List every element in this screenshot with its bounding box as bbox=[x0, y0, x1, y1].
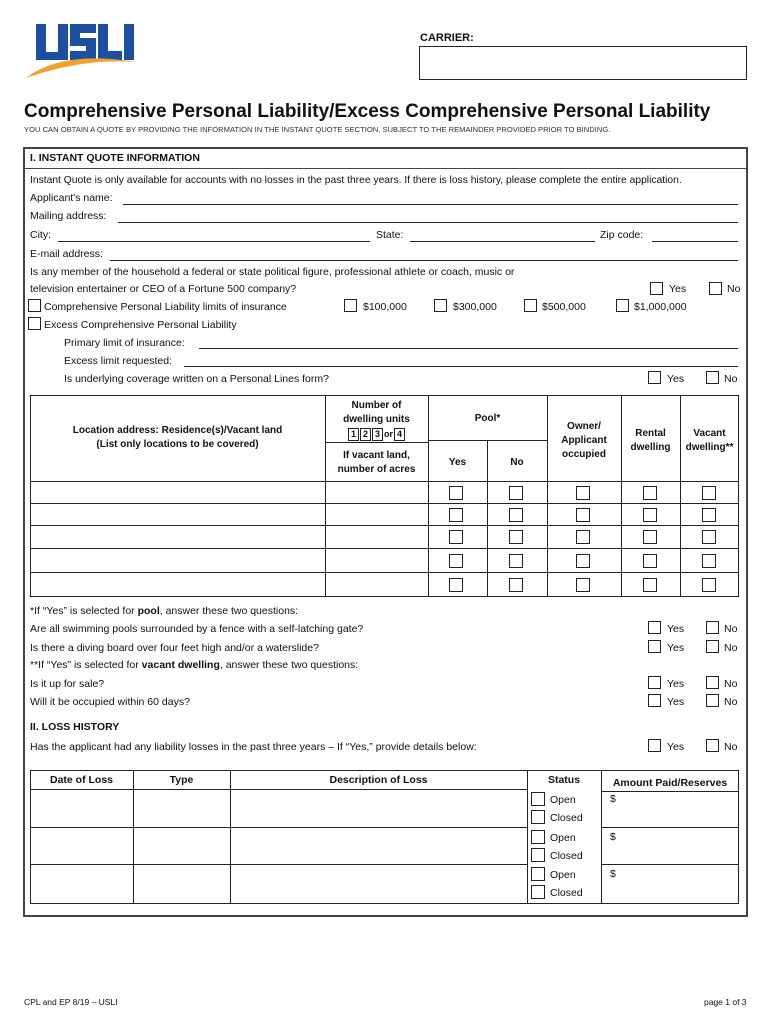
location-address-field[interactable] bbox=[32, 551, 322, 569]
status-open-checkbox[interactable] bbox=[531, 867, 545, 881]
status-closed-label: Closed bbox=[550, 887, 583, 899]
rental-checkbox[interactable] bbox=[643, 508, 657, 522]
loss-no-label: No bbox=[724, 741, 738, 753]
occupied-question: Will it be occupied within 60 days? bbox=[30, 696, 190, 708]
unit-option-3[interactable]: 3 bbox=[372, 428, 383, 441]
pool-yes-checkbox[interactable] bbox=[449, 554, 463, 568]
limit-500k-checkbox[interactable] bbox=[524, 299, 537, 312]
owner-checkbox[interactable] bbox=[576, 486, 590, 500]
col-acres-header: If vacant land, number of acres bbox=[337, 450, 416, 475]
applicant-name-field[interactable] bbox=[123, 204, 738, 205]
rental-checkbox[interactable] bbox=[643, 554, 657, 568]
vacant-checkbox[interactable] bbox=[702, 578, 716, 592]
pool-intro: *If “Yes” is selected for pool, answer these two questions: bbox=[30, 605, 299, 617]
amount-dollar: $ bbox=[610, 793, 616, 805]
sale-no-label: No bbox=[724, 678, 738, 690]
vacant-checkbox[interactable] bbox=[702, 554, 716, 568]
occupied-no-label: No bbox=[724, 696, 738, 708]
mailing-address-field[interactable] bbox=[118, 222, 738, 223]
owner-checkbox[interactable] bbox=[576, 508, 590, 522]
col-vacant-header: Vacant dwelling** bbox=[685, 428, 734, 453]
fence-yes-label: Yes bbox=[667, 623, 685, 635]
amount-dollar: $ bbox=[610, 831, 616, 843]
vacant-intro: **If “Yes” is selected for vacant dwelling, answer these two questions: bbox=[30, 659, 359, 671]
status-closed-label: Closed bbox=[550, 812, 583, 824]
pool-no-checkbox[interactable] bbox=[509, 578, 523, 592]
col-type-header: Type bbox=[169, 774, 194, 786]
pool-no-checkbox[interactable] bbox=[509, 508, 523, 522]
occupied-yes-checkbox[interactable] bbox=[648, 694, 661, 707]
status-open-label: Open bbox=[550, 794, 576, 806]
owner-checkbox[interactable] bbox=[576, 554, 590, 568]
underlying-yes-checkbox[interactable] bbox=[648, 371, 661, 384]
status-open-checkbox[interactable] bbox=[531, 830, 545, 844]
occupied-no-checkbox[interactable] bbox=[706, 694, 719, 707]
col-pool-no-header: No bbox=[510, 457, 524, 468]
loss-question: Has the applicant had any liability losses in the past three years – If “Yes,” provide details below: bbox=[30, 741, 477, 753]
dwelling-units-field[interactable] bbox=[327, 551, 426, 569]
location-address-field[interactable] bbox=[32, 483, 322, 501]
household-question-line2: television entertainer or CEO of a Fortune 500 company? bbox=[30, 283, 297, 295]
diving-no-label: No bbox=[724, 642, 738, 654]
sale-yes-label: Yes bbox=[667, 678, 685, 690]
diving-question: Is there a diving board over four feet high and/or a waterslide? bbox=[30, 642, 319, 654]
fence-no-checkbox[interactable] bbox=[706, 621, 719, 634]
zip-field[interactable] bbox=[652, 241, 738, 242]
limit-300k-checkbox[interactable] bbox=[434, 299, 447, 312]
rental-checkbox[interactable] bbox=[643, 530, 657, 544]
status-closed-label: Closed bbox=[550, 850, 583, 862]
col-pool-header: Pool* bbox=[474, 413, 501, 424]
pool-no-checkbox[interactable] bbox=[509, 554, 523, 568]
owner-checkbox[interactable] bbox=[576, 578, 590, 592]
sale-question: Is it up for sale? bbox=[30, 678, 105, 690]
zip-label: Zip code: bbox=[600, 229, 644, 241]
col-date-header: Date of Loss bbox=[49, 774, 113, 786]
status-closed-checkbox[interactable] bbox=[531, 848, 545, 862]
status-open-checkbox[interactable] bbox=[531, 792, 545, 806]
pool-yes-checkbox[interactable] bbox=[449, 530, 463, 544]
occupied-yes-label: Yes bbox=[667, 696, 685, 708]
page-subtitle: YOU CAN OBTAIN A QUOTE BY PROVIDING THE INFORMATION IN THE INSTANT QUOTE SECTION, SUBJECT TO THE REMAINDER PROVIDED PRIOR TO BINDING. bbox=[24, 125, 611, 134]
excess-label: Excess Comprehensive Personal Liability bbox=[44, 319, 237, 331]
state-field[interactable] bbox=[410, 241, 595, 242]
household-no-label: No bbox=[727, 283, 741, 295]
fence-no-label: No bbox=[724, 623, 738, 635]
fence-question: Are all swimming pools surrounded by a fence with a self-latching gate? bbox=[30, 623, 364, 635]
cpl-label: Comprehensive Personal Liability limits of insurance bbox=[44, 301, 287, 313]
dwelling-units-field[interactable] bbox=[327, 505, 426, 523]
email-label: E-mail address: bbox=[30, 248, 103, 260]
vacant-checkbox[interactable] bbox=[702, 530, 716, 544]
section2-heading: II. LOSS HISTORY bbox=[30, 721, 120, 733]
form-id: CPL and EP 8/19 – USLI bbox=[24, 997, 118, 1007]
pool-yes-checkbox[interactable] bbox=[449, 578, 463, 592]
city-label: City: bbox=[30, 229, 51, 241]
location-address-field[interactable] bbox=[32, 527, 322, 545]
col-amount-header: Amount Paid/Reserves bbox=[612, 777, 728, 789]
loss-no-checkbox[interactable] bbox=[706, 739, 719, 752]
city-field[interactable] bbox=[58, 241, 370, 242]
applicant-name-label: Applicant's name: bbox=[30, 192, 113, 204]
col-pool-yes-header: Yes bbox=[448, 457, 467, 468]
unit-option-1[interactable]: 1 bbox=[348, 428, 359, 441]
carrier-label: CARRIER: bbox=[420, 32, 474, 44]
vacant-checkbox[interactable] bbox=[702, 508, 716, 522]
col-rental-header: Rental dwelling bbox=[630, 428, 671, 453]
col-desc-header: Description of Loss bbox=[329, 774, 428, 786]
vacant-checkbox[interactable] bbox=[702, 486, 716, 500]
dwelling-units-field[interactable] bbox=[327, 483, 426, 501]
col-owner-header: Owner/ Applicant occupied bbox=[561, 421, 607, 460]
unit-option-4[interactable]: 4 bbox=[394, 428, 405, 441]
page-title: Comprehensive Personal Liability/Excess Comprehensive Personal Liability bbox=[24, 101, 711, 122]
col-status-header: Status bbox=[547, 774, 581, 786]
diving-yes-label: Yes bbox=[667, 642, 685, 654]
status-closed-checkbox[interactable] bbox=[531, 810, 545, 824]
excess-checkbox[interactable] bbox=[28, 317, 41, 330]
limit-1m-label: $1,000,000 bbox=[634, 301, 687, 313]
status-open-label: Open bbox=[550, 869, 576, 881]
mailing-address-label: Mailing address: bbox=[30, 210, 107, 222]
underlying-no-checkbox[interactable] bbox=[706, 371, 719, 384]
loss-yes-label: Yes bbox=[667, 741, 685, 753]
diving-no-checkbox[interactable] bbox=[706, 640, 719, 653]
excess-limit-field[interactable] bbox=[184, 366, 738, 367]
household-yes-checkbox[interactable] bbox=[650, 282, 663, 295]
pool-yes-checkbox[interactable] bbox=[449, 508, 463, 522]
section1-heading: I. INSTANT QUOTE INFORMATION bbox=[30, 152, 200, 164]
pool-no-checkbox[interactable] bbox=[509, 486, 523, 500]
unit-option-or: or bbox=[384, 429, 394, 439]
excess-limit-label: Excess limit requested: bbox=[64, 355, 172, 367]
underlying-question: Is underlying coverage written on a Personal Lines form? bbox=[64, 373, 329, 385]
instant-quote-intro: Instant Quote is only available for accounts with no losses in the past three years. If there is loss history, please complete the entire application. bbox=[30, 175, 682, 186]
col-location-header: Location address: Residence(s)/Vacant land (List only locations to be covered) bbox=[72, 425, 283, 450]
rental-checkbox[interactable] bbox=[643, 486, 657, 500]
primary-limit-label: Primary limit of insurance: bbox=[64, 337, 185, 349]
status-closed-checkbox[interactable] bbox=[531, 885, 545, 899]
rental-checkbox[interactable] bbox=[643, 578, 657, 592]
sale-no-checkbox[interactable] bbox=[706, 676, 719, 689]
underlying-no-label: No bbox=[724, 373, 738, 385]
status-open-label: Open bbox=[550, 832, 576, 844]
page-number: page 1 of 3 bbox=[704, 997, 747, 1007]
sale-yes-checkbox[interactable] bbox=[648, 676, 661, 689]
owner-checkbox[interactable] bbox=[576, 530, 590, 544]
unit-option-2[interactable]: 2 bbox=[360, 428, 371, 441]
cpl-checkbox[interactable] bbox=[28, 299, 41, 312]
state-label: State: bbox=[376, 229, 404, 241]
primary-limit-field[interactable] bbox=[199, 348, 738, 349]
limit-100k-checkbox[interactable] bbox=[344, 299, 357, 312]
underlying-yes-label: Yes bbox=[667, 373, 685, 385]
amount-dollar: $ bbox=[610, 868, 616, 880]
col-units-header: Number of dwelling units 1 2 3 or 4 bbox=[343, 400, 410, 439]
location-address-field[interactable] bbox=[32, 575, 322, 593]
pool-no-checkbox[interactable] bbox=[509, 530, 523, 544]
location-address-field[interactable] bbox=[32, 505, 322, 523]
limit-300k-label: $300,000 bbox=[453, 301, 497, 313]
household-question-line1: Is any member of the household a federal or state political figure, professional athlete or coach, music or bbox=[30, 266, 515, 278]
dwelling-units-field[interactable] bbox=[327, 527, 426, 545]
limit-500k-label: $500,000 bbox=[542, 301, 586, 313]
usli-logo bbox=[22, 20, 140, 82]
loss-yes-checkbox[interactable] bbox=[648, 739, 661, 752]
carrier-field[interactable] bbox=[419, 46, 747, 80]
limit-100k-label: $100,000 bbox=[363, 301, 407, 313]
household-no-checkbox[interactable] bbox=[709, 282, 722, 295]
fence-yes-checkbox[interactable] bbox=[648, 621, 661, 634]
dwelling-units-field[interactable] bbox=[327, 575, 426, 593]
pool-yes-checkbox[interactable] bbox=[449, 486, 463, 500]
diving-yes-checkbox[interactable] bbox=[648, 640, 661, 653]
limit-1m-checkbox[interactable] bbox=[616, 299, 629, 312]
email-field[interactable] bbox=[110, 260, 738, 261]
household-yes-label: Yes bbox=[669, 283, 687, 295]
